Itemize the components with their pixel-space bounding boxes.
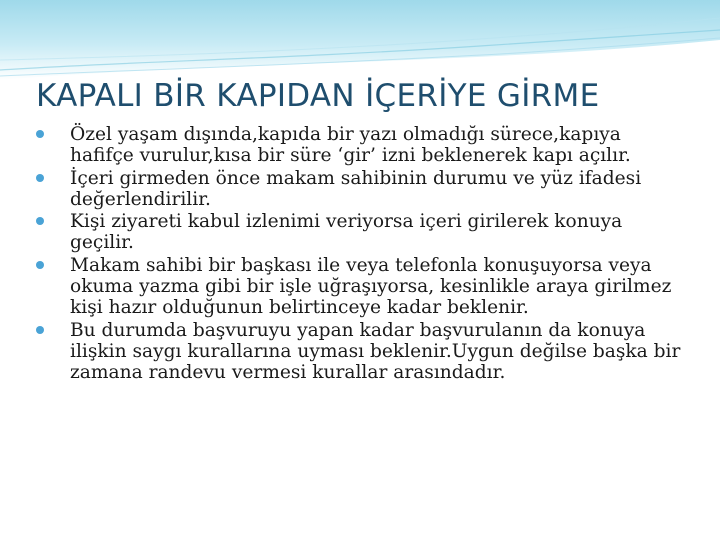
bullet-text: Özel yaşam dışında,kapıda bir yazı olmadığı sürece,kapıya hafifçe vurulur,kısa bir süre ‘gir’ izni beklenerek kapı açılır.	[70, 124, 631, 167]
bullet-dot-icon	[36, 261, 44, 269]
bullet-dot-icon	[36, 130, 44, 138]
bullet-dot-icon	[36, 174, 44, 182]
bullet-dot-icon	[36, 326, 44, 334]
bullet-item	[36, 168, 686, 211]
bullet-item	[36, 211, 686, 254]
bullet-text: Bu durumda başvuruyu yapan kadar başvurulanın da konuya ilişkin saygı kurallarına uyması beklenir.Uygun değilse başka bir zamana randevu vermesi kurallar arasındadır.	[70, 319, 681, 384]
bullet-list	[36, 124, 686, 385]
bullet-text: Kişi ziyareti kabul izlenimi veriyorsa içeri girilerek konuya geçilir.	[70, 211, 623, 254]
bullet-item	[36, 255, 686, 319]
bullet-item	[36, 124, 686, 167]
bullet-text: Makam sahibi bir başkası ile veya telefonla konuşuyorsa veya okuma yazma gibi bir işle uğraşıyorsa, kesinlikle araya girilmez kişi hazır olduğunun belirtinceye kadar beklenir.	[70, 254, 672, 319]
bullet-dot-icon	[36, 217, 44, 225]
bullet-text: İçeri girmeden önce makam sahibinin durumu ve yüz ifadesi değerlendirilir.	[70, 167, 642, 210]
bullet-item	[36, 320, 686, 384]
slide-title: KAPALI BİR KAPIDAN İÇERİYE GİRME	[36, 78, 600, 114]
